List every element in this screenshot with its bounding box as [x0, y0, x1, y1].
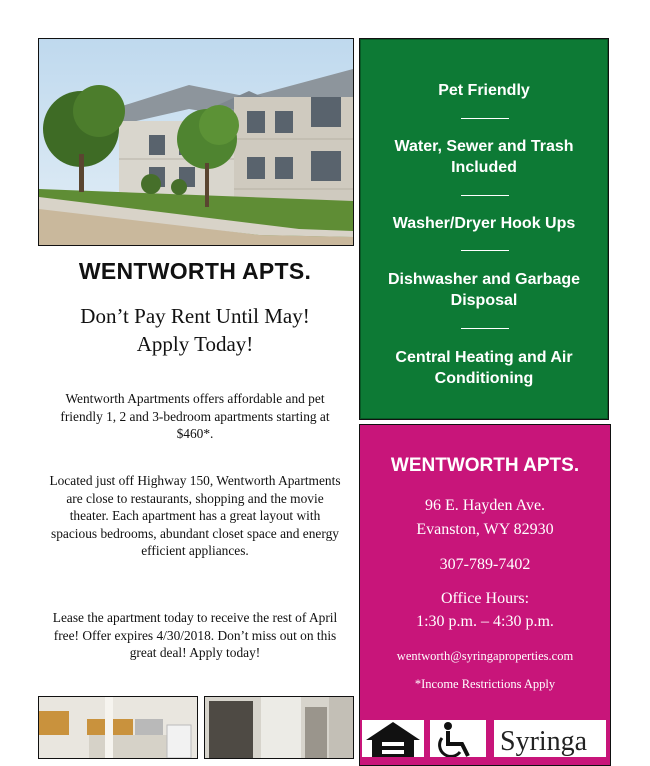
income-restriction-note: *Income Restrictions Apply	[414, 677, 556, 691]
office-hours-label: Office Hours:	[440, 590, 530, 607]
promo-headline-line-2: Apply Today!	[136, 332, 254, 356]
contact-panel	[359, 424, 611, 766]
phone-number[interactable]: 307-789-7402	[439, 556, 531, 573]
feature-item: Pet Friendly	[438, 82, 530, 99]
equal-housing-icon	[362, 720, 424, 757]
feature-item: Dishwasher and Garbage Disposal	[387, 271, 581, 309]
email-link[interactable]: wentworth@syringaproperties.com	[396, 649, 574, 663]
address-line-1: 96 E. Hayden Ave.	[424, 497, 546, 514]
feature-separator	[461, 250, 509, 251]
contact-title: WENTWORTH APTS.	[390, 455, 580, 476]
kitchen-photo	[38, 696, 198, 759]
feature-item: Washer/Dryer Hook Ups	[392, 215, 576, 232]
features-panel	[359, 38, 609, 420]
feature-separator	[461, 195, 509, 196]
promo-headline	[38, 302, 352, 358]
offer-paragraph: Lease the apartment today to receive the rest of April free! Offer expires 4/30/2018. Don’t miss out on this great deal! Apply today!	[52, 610, 338, 661]
feature-separator	[461, 328, 509, 329]
office-hours: 1:30 p.m. – 4:30 p.m.	[416, 613, 554, 630]
interior-room-photo	[204, 696, 354, 759]
listing-title: WENTWORTH APTS.	[78, 258, 312, 284]
feature-item: Central Heating and Air Conditioning	[395, 349, 573, 387]
intro-paragraph: Wentworth Apartments offers affordable and pet friendly 1, 2 and 3-bedroom apartments starting at $460*.	[60, 391, 330, 442]
apartment-exterior-photo	[38, 38, 354, 246]
feature-separator	[461, 118, 509, 119]
address-line-2: Evanston, WY 82930	[416, 521, 554, 538]
promo-headline-line-1: Don’t Pay Rent Until May!	[80, 304, 310, 328]
wheelchair-accessible-icon	[430, 720, 486, 757]
syringa-logo	[494, 720, 606, 757]
location-paragraph: Located just off Highway 150, Wentworth Apartments are close to restaurants, shopping and the movie theater. Each apartment has a great layout with spacious bedrooms, abundant closet space and energy efficient appliances.	[49, 473, 341, 559]
feature-item: Water, Sewer and Trash Included	[394, 138, 574, 176]
syringa-logo-text: Syringa	[500, 726, 588, 757]
